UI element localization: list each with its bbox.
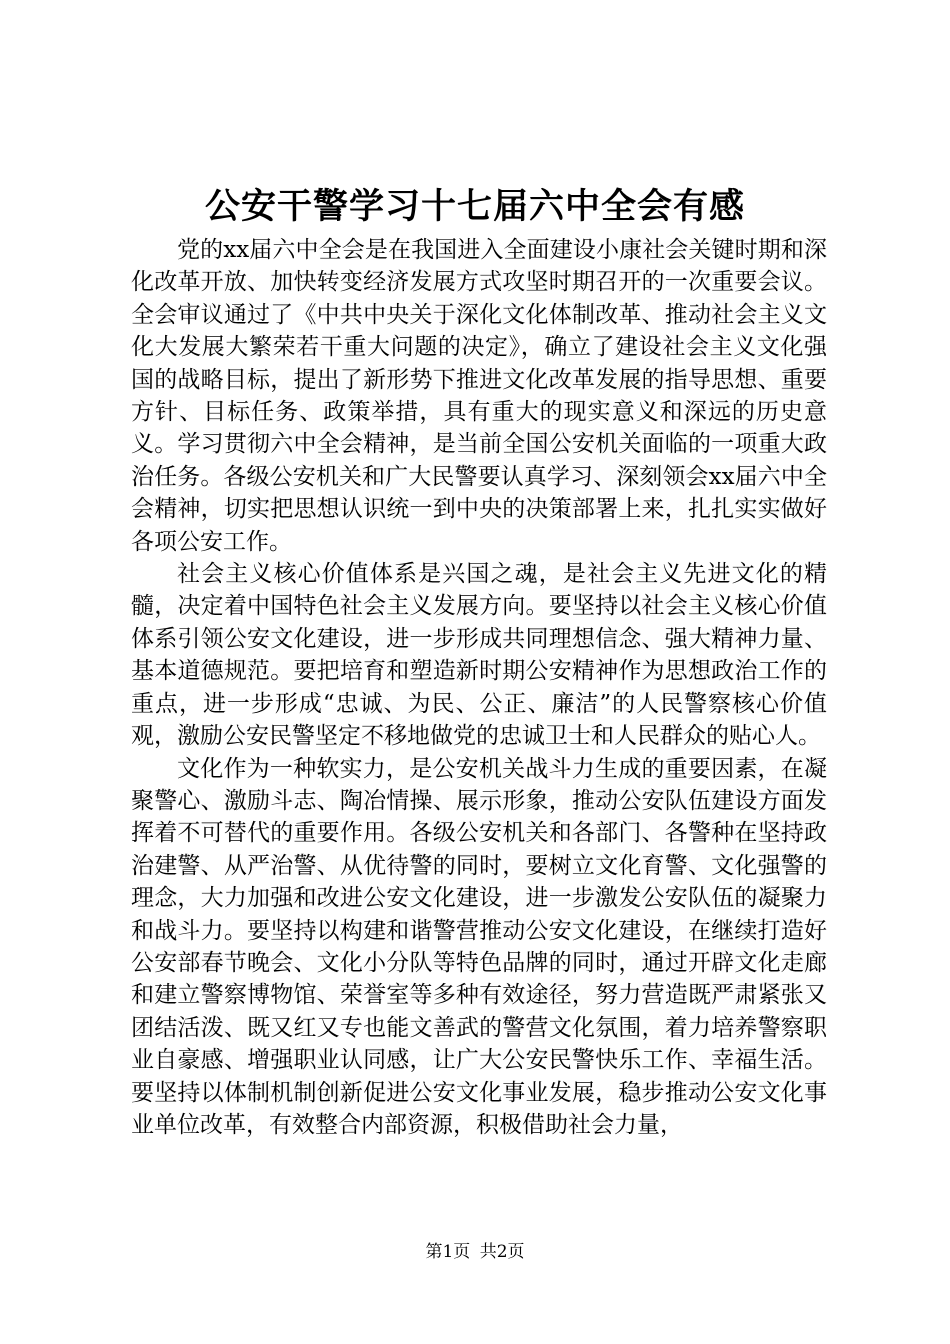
page-footer [0,1240,950,1264]
paragraph-1: 党的xx届六中全会是在我国进入全面建设小康社会关键时期和深化改革开放、加快转变经济发展方式攻坚时期召开的一次重要会议。全会审议通过了《中共中央关于深化文化体制改革、推动社会主义文化大发展大繁荣若干重大问题的决定》，确立了建设社会主义文化强国的战略目标，提出了新形势下推进文化改革发展的指导思想、重要方针、目标任务、政策举措，具有重大的现实意义和深远的历史意义。学习贯彻六中全会精神，是当前全国公安机关面临的一项重大政治任务。各级公安机关和广大民警要认真学习、深刻领会xx届六中全会精神，切实把思想认识统一到中央的决策部署上来，扎扎实实做好各项公安工作。 [131,237,827,555]
document-title: 公安干警学习十七届六中全会有感 [204,186,745,227]
page-number: 第1页 [425,1242,471,1262]
page-total: 共2页 [479,1242,525,1262]
paragraph-3: 文化作为一种软实力，是公安机关战斗力生成的重要因素，在凝聚警心、激励斗志、陶冶情操、展示形象，推动公安队伍建设方面发挥着不可替代的重要作用。各级公安机关和各部门、各警种在坚持政治建警、从严治警、从优待警的同时，要树立文化育警、文化强警的理念，大力加强和改进公安文化建设，进一步激发公安队伍的凝聚力和战斗力。要坚持以构建和谐警营推动公安文化建设，在继续打造好公安部春节晚会、文化小分队等特色品牌的同时，通过开辟文化走廊和建立警察博物馆、荣誉室等多种有效途径，努力营造既严肃紧张又团结活泼、既又红又专也能文善武的警营文化氛围，着力培养警察职业自豪感、增强职业认同感，让广大公安民警快乐工作、幸福生活。要坚持以体制机制创新促进公安文化事业发展，稳步推动公安文化事业单位改革，有效整合内部资源，积极借助社会力量， [131,755,827,1138]
paragraph-2: 社会主义核心价值体系是兴国之魂，是社会主义先进文化的精髓，决定着中国特色社会主义发展方向。要坚持以社会主义核心价值体系引领公安文化建设，进一步形成共同理想信念、强大精神力量、基本道德规范。要把培育和塑造新时期公安精神作为思想政治工作的重点，进一步形成“忠诚、为民、公正、廉洁”的人民警察核心价值观，激励公安民警坚定不移地做党的忠诚卫士和人民群众的贴心人。 [131,561,827,750]
document-body [131,234,827,1141]
